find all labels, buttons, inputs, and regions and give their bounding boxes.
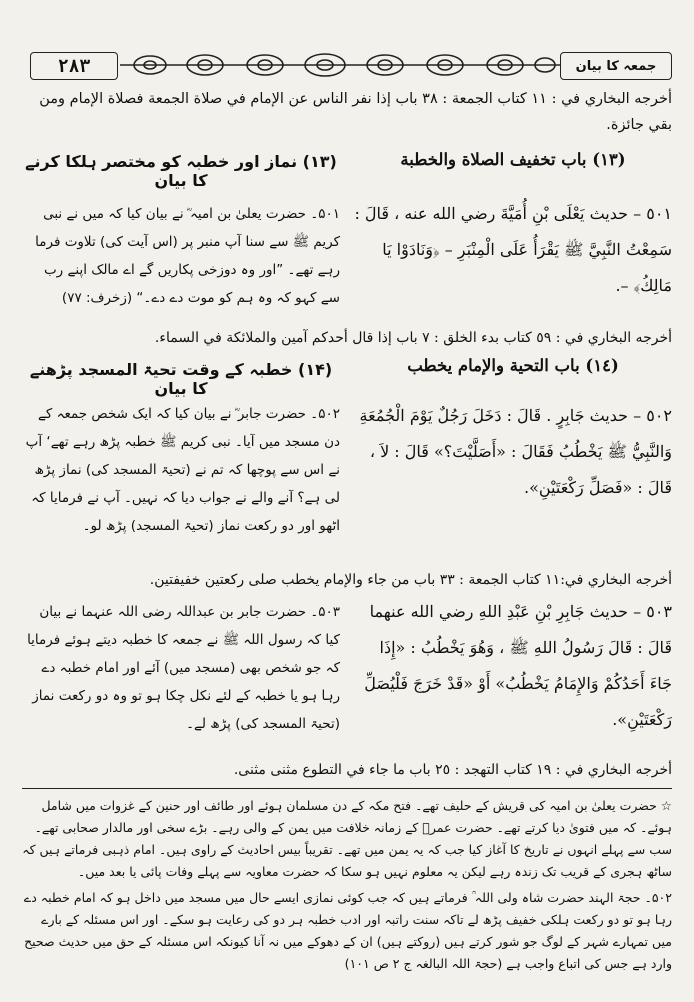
section-13-arabic-title: (١٣) باب تخفيف الصلاة والخطبة [400, 150, 626, 169]
hadith-501-urdu: ۵۰۱۔ حضرت یعلیٰ بن امیہ ؓ نے بیان کیا کہ میں نے نبی کریم ﷺ سے سنا آپ منبر پر (اس آیت کی) تلاوت فرما رہے تھے۔ ”اور وہ دوزخی پکاریں گے اے مالک اپنے رب سے کہو کہ وہ ہم کو موت دے دے۔“ (زخرف: ۷۷) [35, 206, 340, 306]
section-14-urdu-title: (۱۴) خطبہ کے وقت تحیۃ المسجد پڑھنے کا بیان [29, 360, 333, 398]
page-header [22, 52, 672, 82]
section-14-arabic-title: (١٤) باب التحية والإمام يخطب [407, 356, 619, 375]
page-number: ٢٨٣ [30, 52, 118, 80]
footnote-narrator-bio: ☆ حضرت یعلیٰ بن امیہ کی قریش کے حلیف تھے۔ فتح مکہ کے دن مسلمان ہوئے اور طائف اور حنین کے غزوات میں شامل ہوئے۔ کہ میں فتویٰ دیا کرتے تھے۔ حضرت عمرؓ کے زمانہ خلافت میں یمن کے والی رہے۔ بڑے سخی اور مالدار صحابی تھے۔ سب سے پہلے انہوں نے تاریخ کا آغاز کیا جب کہ یہ یمن میں تھے۔ تقریباً بیس احادیث کے راوی ہیں۔ امام ذہبی فرماتے ہیں کہ ساٹھ ہجری کے قریب تک زندہ رہے لیکن یہ معلوم نہیں ہو سکا کہ حضرت معاویہ سے پہلے وفات پائی یا بعد میں۔ [22, 798, 672, 879]
section-13-urdu-title: (۱۳) نماز اور خطبہ کو مختصر ہلکا کرنے کا بیان [25, 152, 337, 190]
header-ornament-icon [120, 52, 560, 78]
hadith-503-reference: أخرجه البخاري في : ١٩ كتاب التهجد : ٢٥ باب ما جاء في التطوع مثنى مثنى. [233, 762, 672, 778]
hadith-501-reference: أخرجه البخاري في : ٥٩ كتاب بدء الخلق : ٧ باب إذا قال أحدكم آمين والملائكة في السماء. [154, 330, 672, 346]
hadith-503-urdu: ۵۰۳۔ حضرت جابر بن عبداللہ رضی اللہ عنہما نے بیان کیا کہ رسول اللہ ﷺ نے جمعہ کا خطبہ دیتے ہوئے فرمایا کہ جو شخص بھی (مسجد میں) آئے اور امام خطبہ دے رہا ہو یا خطبہ کے لئے نکل چکا ہو تو وہ دو رکعت نماز (تحیۃ المسجد کی) پڑھ لے۔ [27, 604, 340, 732]
hadith-502-urdu: ۵۰۲۔ حضرت جابر ؓ نے بیان کیا کہ ایک شخص جمعہ کے دن مسجد میں آیا۔ نبی کریم ﷺ خطبہ پڑھ رہے تھے‘ آپ نے اس سے پوچھا کہ تم نے (تحیۃ المسجد کی) نماز پڑھ لی ہے؟ آنے والے نے جواب دیا کہ نہیں۔ آپ نے فرمایا کہ اٹھو اور دو رکعت نماز (تحیۃ المسجد) پڑھ لو۔ [25, 406, 340, 534]
hadith-502-reference: أخرجه البخاري في:١١ كتاب الجمعة : ٣٣ باب من جاء والإمام يخطب صلى ركعتين خفيفتين. [149, 572, 672, 588]
running-title: جمعہ کا بیان [560, 52, 672, 80]
hadith-502-arabic: ٥٠٢ – حديث جَابِرٍ . قَالَ : دَخَلَ رَجُلٌ يَوْمَ الْجُمُعَةِ وَالنَّبِيُّ ﷺ يَخْطُبُ فَقَالَ : «أَصَلَّيْتَ؟» قَالَ : لاَ ، قَالَ : «فَصَلِّ رَكْعَتَيْنِ». [359, 406, 672, 497]
footnote-divider [22, 788, 672, 789]
footnote-502-commentary: ۵۰۲۔ حجۃ الہند حضرت شاہ ولی اللہ ؒ فرماتے ہیں کہ جب کوئی نمازی ایسے حال میں مسجد میں داخل ہو کہ امام خطبہ دے رہا ہو تو دو رکعت ہلکی خفیف پڑھ لے تاکہ سنت راتبہ اور ادب خطبہ ہر دو کی رعایت ہو سکے۔ اور اس مسئلہ کے بارے میں تمہارے شہر کے لوگ جو شور کرتے ہیں (روکتے ہیں) ان کے دھوکے میں نہ آنا کیونکہ اس مسئلہ کے حق میں حدیث صحیح وارد ہے جس کی اتباع واجب ہے (حجۃ اللہ البالغہ ج ۲ ص ۱۰۱) [23, 890, 672, 971]
footnotes [22, 795, 672, 975]
hadith-503-arabic: ٥٠٣ – حديث جَابِرِ بْنِ عَبْدِ اللهِ رضي الله عنهما قَالَ : قَالَ رَسُولُ اللهِ ﷺ ، وَهُوَ يَخْطُبُ : «إِذَا جَاءَ أَحَدُكُمْ وَالإِمَامُ يَخْطُبُ» أَوْ «قَدْ خَرَجَ فَلْيُصَلِّ رَكْعَتَيْنِ». [364, 602, 672, 729]
top-reference: أخرجه البخاري في : ١١ كتاب الجمعة : ٣٨ باب إذا نفر الناس عن الإمام في صلاة الجمعة فصلاة الإمام ومن بقي جائزة. [39, 91, 672, 133]
hadith-501-arabic: ٥٠١ – حديث يَعْلَى بْنِ أُمَيَّةَ رضي الله عنه ، قَالَ : سَمِعْتُ النَّبِيَّ ﷺ يَقْرَأُ عَلَى الْمِنْبَرِ – ﴿وَنَادَوْا يَا مَالِكُ﴾ –. [354, 204, 672, 295]
